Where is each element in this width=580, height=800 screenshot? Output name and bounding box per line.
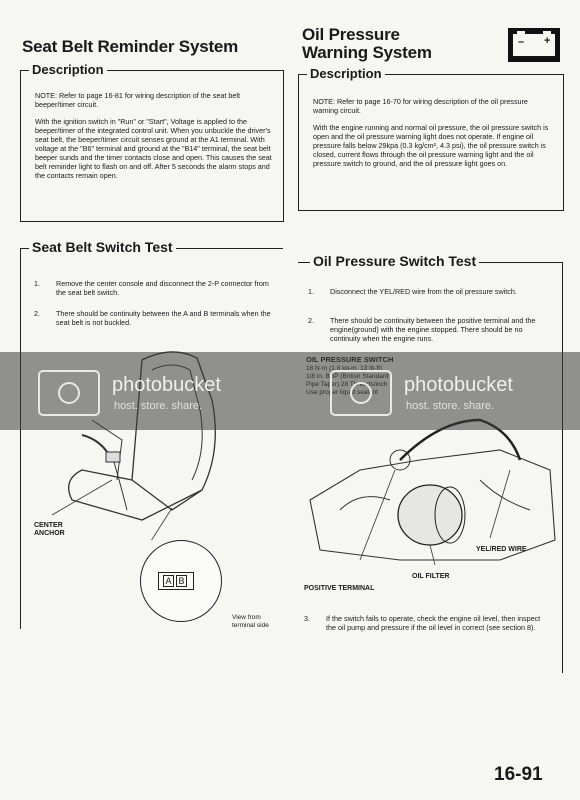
- seat-belt-test-label: Seat Belt Switch Test: [29, 239, 176, 255]
- yel-red-wire-label: YEL/RED WIRE: [476, 546, 527, 553]
- seat-belt-body: With the ignition switch in "Run" or "Start", Voltage is applied to the beeper/timer of the integrated control unit. When you unbuckle the driver's seat belt, the beeper/timer circuit senses ground at the A1 terminal. With voltage at the "B6" terminal and ground at the "B14" terminal, the seat belt beeper sunds and the timer contacts close and open. This causes the seat belt reminder light to flash on and off. After 5 seconds the alarm stops and the contacts remain open.: [35, 117, 272, 180]
- watermark-tagline-left: host. store. share.: [114, 400, 203, 412]
- camera-icon: [330, 370, 392, 416]
- watermark-tagline-right: host. store. share.: [406, 400, 495, 412]
- seat-belt-description-label: Description: [29, 62, 107, 77]
- oil-step-1: 1. Disconnect the YEL/RED wire from the oil pressure switch.: [308, 287, 517, 296]
- battery-icon: – +: [508, 28, 560, 62]
- oil-step-2: 2. There should be continuity between the positive terminal and the engine(ground) with the engine stopped. There should be no continuity when the engine runs.: [308, 316, 536, 343]
- seat-belt-note: NOTE: Refer to page 16-81 for wiring description of the seat belt beeper/timer circuit.: [35, 91, 240, 109]
- watermark-name-right: photobucket: [404, 374, 513, 396]
- oil-filter-label: OIL FILTER: [412, 573, 450, 580]
- oil-pressure-body: With the engine running and normal oil pressure, the oil pressure switch is open and the oil pressure warning light does not operate. If engine oil pressure falls below 29kpa (0.3 kg/cm², 4.3 psi), the oil pressure switch is closed, current flows through the oil pressure warning light and the oil pressure switch to ground, and the oil pressure light goes on.: [313, 123, 549, 168]
- oil-pressure-description-label: Description: [307, 66, 385, 81]
- connector-terminal-a: A: [163, 575, 174, 587]
- oil-pressure-description-box: [298, 66, 564, 211]
- oil-pressure-note: NOTE: Refer to page 16-70 for wiring description of the oil pressure warning circuit.: [313, 97, 528, 115]
- positive-terminal-label: POSITIVE TERMINAL: [304, 585, 375, 592]
- connector-terminal-b: B: [176, 575, 187, 587]
- seat-belt-title: Seat Belt Reminder System: [22, 37, 239, 56]
- oil-pressure-test-label: Oil Pressure Switch Test: [310, 253, 479, 269]
- view-from-terminal-caption: View from terminal side: [232, 614, 269, 629]
- page-number: 16-91: [494, 764, 543, 785]
- watermark-overlay: [0, 352, 580, 430]
- center-anchor-label: CENTER ANCHOR: [34, 522, 65, 537]
- oil-pressure-title: Oil Pressure Warning System: [302, 25, 432, 62]
- oil-step-3: 3. If the switch fails to operate, check the engine oil level, then inspect the oil pump and pressure if the oil level in correct (see section 8).: [304, 614, 541, 632]
- connector-view-circle: [140, 540, 222, 622]
- seat-belt-step-2: 2. There should be continuity between the A and B terminals when the seat belt is not buckled.: [34, 309, 271, 327]
- connector-block: [158, 572, 194, 590]
- camera-icon: [38, 370, 100, 416]
- watermark-name-left: photobucket: [112, 374, 221, 396]
- seat-belt-step-1: 1. Remove the center console and disconnect the 2-P connector from the seat belt switch.: [34, 279, 269, 297]
- seat-belt-description-box: [20, 62, 284, 222]
